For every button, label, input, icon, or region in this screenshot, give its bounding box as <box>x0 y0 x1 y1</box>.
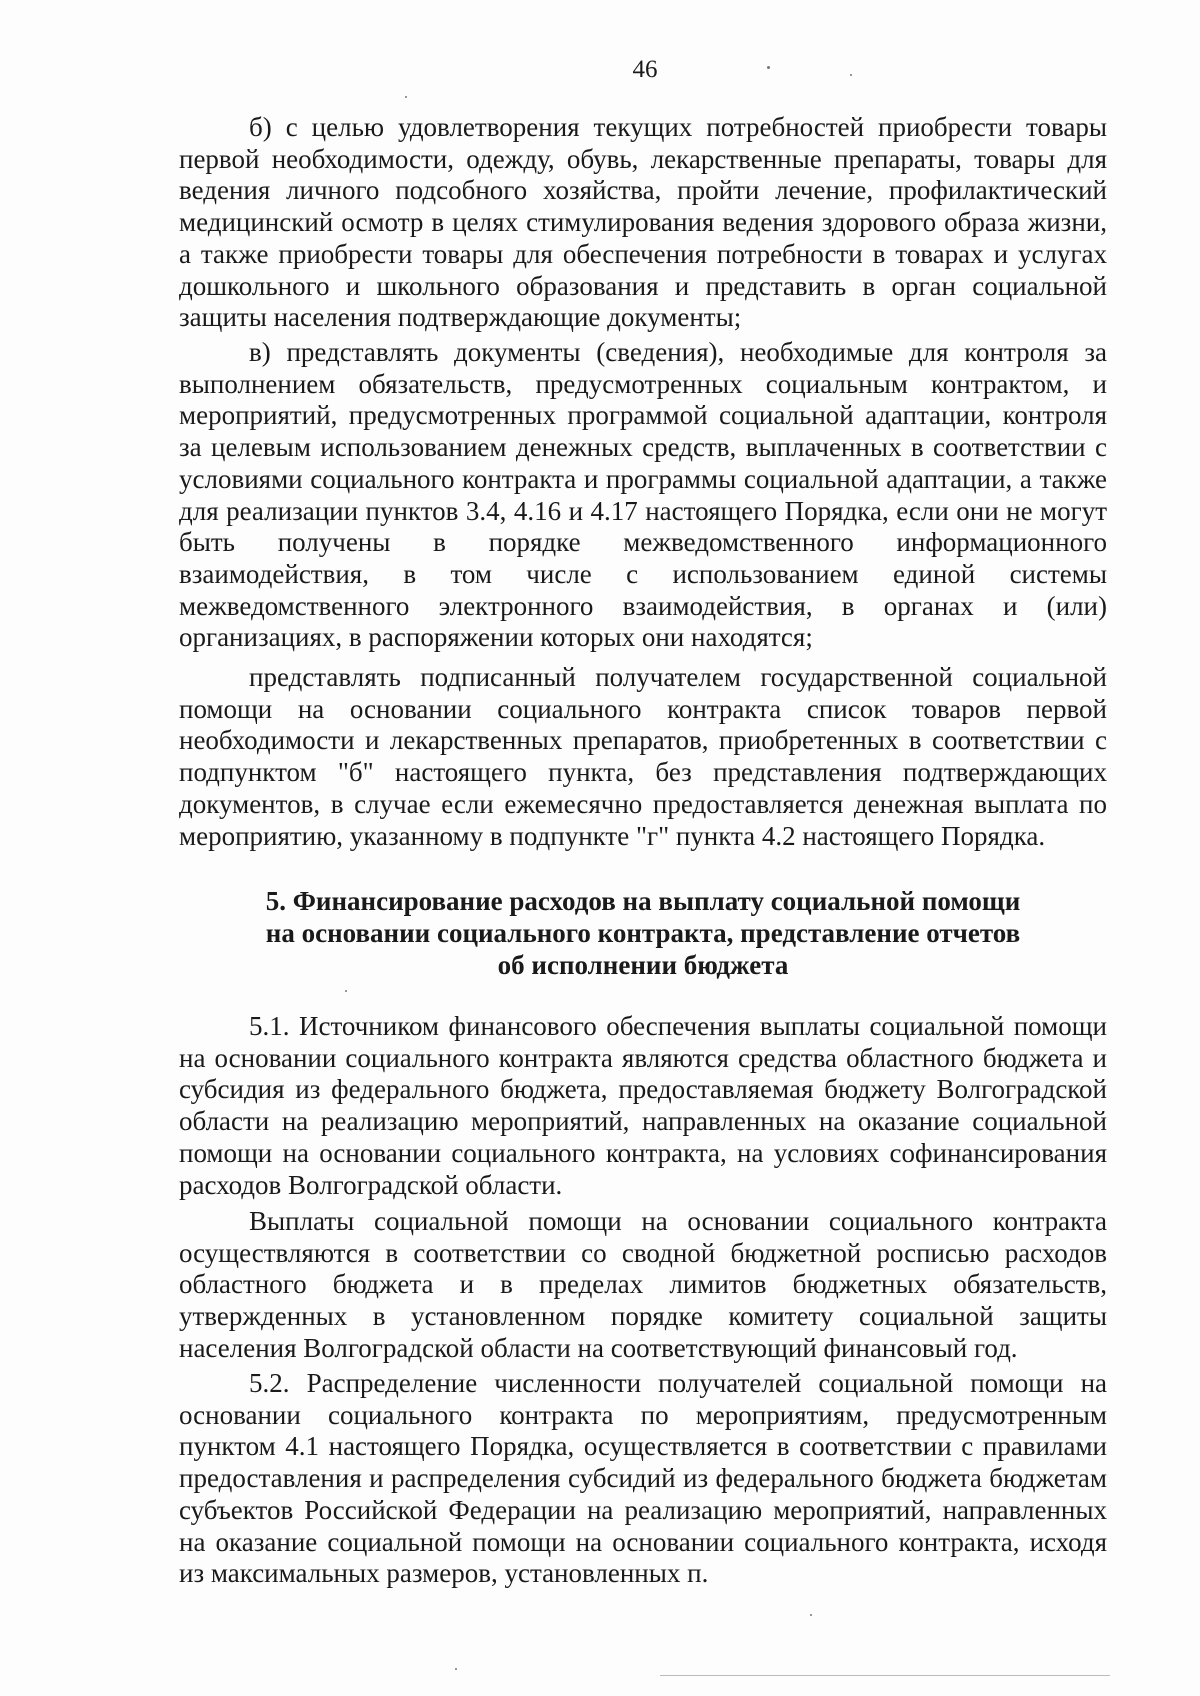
scan-speck <box>767 66 770 69</box>
scan-speck <box>455 1668 457 1670</box>
section-5-heading <box>179 885 1107 981</box>
scan-speck <box>850 74 852 76</box>
section-5-heading-line-1: 5. Финансирование расходов на выплату социальной помощи <box>265 886 1021 916</box>
section-5-heading-line-3: об исполнении бюджета <box>497 950 789 980</box>
scan-speck <box>810 1614 812 1616</box>
paragraph-5-1: 5.1. Источником финансового обеспечения выплаты социальной помощи на основании социального контракта являются средства областного бюджета и субсидия из федерального бюджета, предоставляемая бюджету Волгоградской области на реализацию мероприятий, направленных на оказание социальной помощи на основании социального контракта, на условиях софинансирования расходов Волгоградской области. <box>179 1011 1107 1200</box>
page-number: 46 <box>632 56 658 83</box>
paragraph-5-2: 5.2. Распределение численности получателей социальной помощи на основании социального контракта по мероприятиям, предусмотренным пунктом 4.1 настоящего Порядка, осуществляется в соответствии с правилами предоставления и распределения субсидий из федерального бюджета бюджетам субъектов Российской Федерации на реализацию мероприятий, направленных на оказание социальной помощи на основании социального контракта, исходя из максимальных размеров, установленных п. <box>179 1368 1107 1589</box>
paragraph-subitem-v: в) представлять документы (сведения), необходимые для контроля за выполнением обязательств, предусмотренных социальным контрактом, и мероприятий, предусмотренных программой социальной адаптации, контроля за целевым использованием денежных средств, выплаченных в соответствии с условиями социального контракта и программы социальной адаптации, а также для реализации пунктов 3.4, 4.16 и 4.17 настоящего Порядка, если они не могут быть получены в порядке межведомственного информационного взаимодействия, в том числе с использованием единой системы межведомственного электронного взаимодействия, в органах и (или) организациях, в распоряжении которых они находятся; <box>179 337 1107 653</box>
paragraph-5-1-payments: Выплаты социальной помощи на основании социального контракта осуществляются в соответствии со сводной бюджетной росписью расходов областного бюджета и в пределах лимитов бюджетных обязательств, утвержденных в установленном порядке комитету социальной защиты населения Волгоградской области на соответствующий финансовый год. <box>179 1206 1107 1363</box>
scan-speck <box>345 990 347 992</box>
scan-speck <box>405 96 407 98</box>
scan-edge-line <box>660 1675 1110 1676</box>
paragraph-subitem-b: б) с целью удовлетворения текущих потребностей приобрести товары первой необходимости, одежду, обувь, лекарственные препараты, товары для ведения личного подсобного хозяйства, пройти лечение, профилактический медицинский осмотр в целях стимулирования ведения здорового образа жизни, а также приобрести товары для обеспечения потребности в товарах и услугах дошкольного и школьного образования и представить в орган социальной защиты населения подтверждающие документы; <box>179 112 1107 333</box>
paragraph-goods-list: представлять подписанный получателем государственной социальной помощи на основании социального контракта список товаров первой необходимости и лекарственных препаратов, приобретенных в соответствии с подпунктом "б" настоящего пункта, без представления подтверждающих документов, в случае если ежемесячно предоставляется денежная выплата по мероприятию, указанному в подпункте "г" пункта 4.2 настоящего Порядка. <box>179 662 1107 851</box>
section-5-heading-line-2: на основании социального контракта, представление отчетов <box>265 918 1021 948</box>
